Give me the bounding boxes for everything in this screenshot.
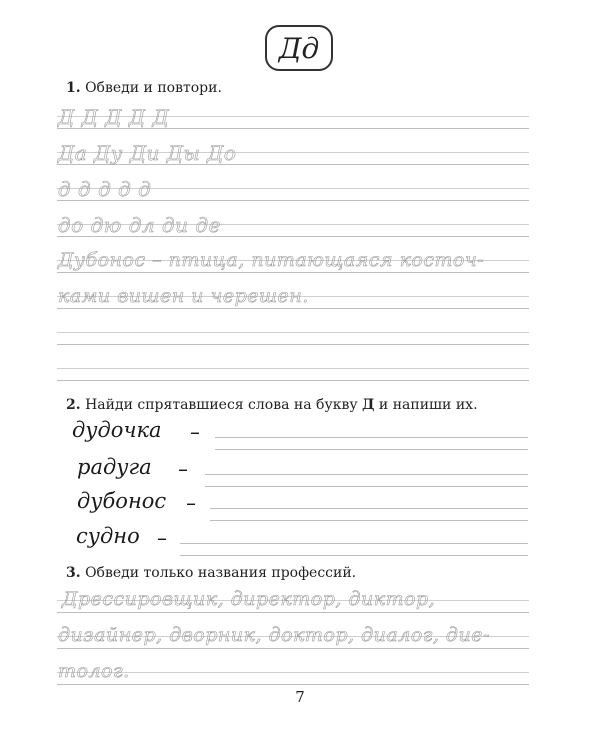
answer-line-3[interactable] bbox=[210, 508, 528, 509]
answer-line-1b bbox=[215, 449, 528, 450]
task-3-number: 3. bbox=[66, 565, 81, 581]
task-2-number: 2. bbox=[66, 397, 81, 413]
hidden-word-2: радуга bbox=[77, 455, 152, 479]
task-1-trace-line-2: Да Ду Ди Ды До bbox=[58, 141, 237, 165]
task-2-text-after: и напиши их. bbox=[374, 397, 478, 413]
profession-trace-line-3[interactable]: толог. bbox=[58, 660, 130, 682]
hidden-word-1: дудочка bbox=[72, 418, 162, 442]
task-2-text-before: Найди спрятавшиеся слова на букву bbox=[85, 397, 363, 413]
task-2-title bbox=[66, 397, 478, 413]
answer-line-3b bbox=[210, 520, 528, 521]
profession-trace-line-2[interactable]: дизайнер, дворник, доктор, диалог, дие- bbox=[58, 624, 490, 646]
profession-trace-line-1[interactable]: Дрессировщик, директор, диктор, bbox=[62, 588, 436, 610]
task-1-trace-line-5: Дубонос – птица, питающаяся косточ- bbox=[58, 249, 485, 271]
task-1-number: 1. bbox=[66, 80, 81, 96]
answer-line-1[interactable] bbox=[215, 437, 528, 438]
task-1-trace-line-3: д д д д д bbox=[58, 177, 152, 201]
letter-header: Дд bbox=[278, 31, 320, 65]
word-dash-1: – bbox=[190, 420, 200, 444]
task-3-title bbox=[66, 565, 356, 581]
word-dash-3: – bbox=[186, 491, 196, 515]
answer-line-4b bbox=[180, 555, 528, 556]
word-dash-2: – bbox=[178, 457, 188, 481]
task-1-trace-line-1: Д Д Д Д Д bbox=[58, 105, 170, 129]
hidden-word-4: судно bbox=[76, 524, 140, 548]
task-1-trace-line-6: ками вишен и черешен. bbox=[58, 285, 309, 307]
page-number: 7 bbox=[295, 688, 305, 706]
letter-header-box bbox=[265, 25, 333, 71]
task-1-title bbox=[66, 80, 222, 96]
task-2-letter: Д bbox=[362, 397, 375, 413]
hidden-word-3: дубонос bbox=[77, 489, 167, 513]
answer-line-4[interactable] bbox=[180, 543, 528, 544]
task-1-text: Обведи и повтори. bbox=[85, 80, 222, 96]
task-3-text: Обведи только названия профессий. bbox=[85, 565, 357, 581]
task-1-trace-line-4: до дю дл ди де bbox=[58, 213, 221, 237]
answer-line-2[interactable] bbox=[205, 474, 528, 475]
word-dash-4: – bbox=[157, 526, 167, 550]
answer-line-2b bbox=[205, 486, 528, 487]
